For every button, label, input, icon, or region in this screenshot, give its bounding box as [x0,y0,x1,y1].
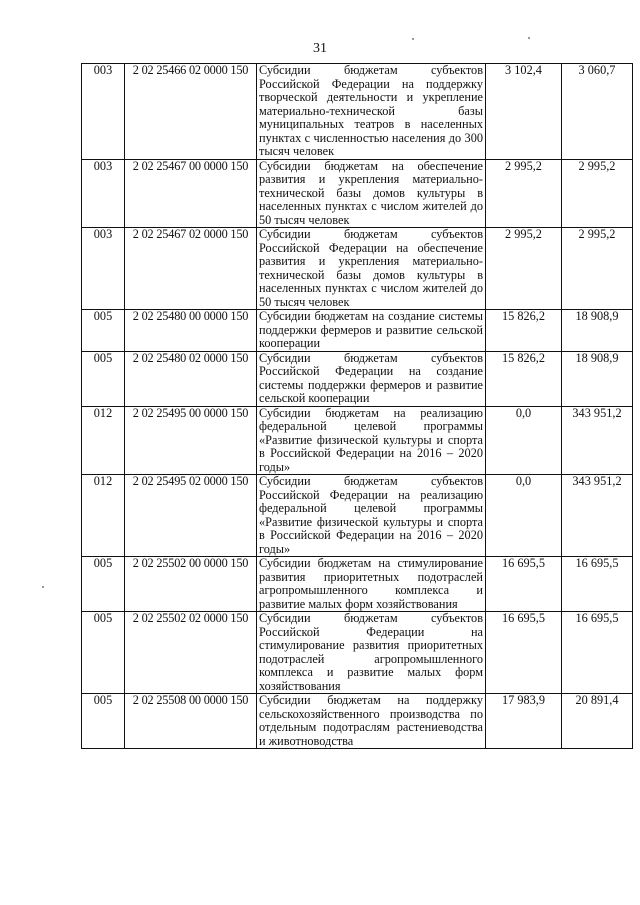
amount-approved-cell: 2 995,2 [486,228,562,310]
description-cell: Субсидии бюджетам на обеспечение развития и укрепления материально-технической базы домов культуры в населенных пунктах с числом жителей до 50 тысяч человек [257,159,486,228]
kbk-code-cell: 2 02 25495 02 0000 150 [125,475,257,557]
amount-approved-cell: 16 695,5 [486,612,562,694]
table-row [82,228,633,310]
amount-approved-cell: 0,0 [486,406,562,475]
table-row [82,694,633,749]
description-cell: Субсидии бюджетам субъектов Российской Федерации на поддержку творческой деятельности и укрепление материально-технической базы муниципальных театров в населенных пунктах с численностью населения до 300 тысяч человек [257,64,486,160]
budget-table-body [82,64,633,749]
amount-executed-cell: 18 908,9 [562,310,633,352]
scan-speck [528,37,530,39]
budget-code-cell: 005 [82,351,125,406]
kbk-code-cell: 2 02 25495 00 0000 150 [125,406,257,475]
kbk-code-cell: 2 02 25480 00 0000 150 [125,310,257,352]
budget-table [81,63,633,749]
budget-code-cell: 003 [82,228,125,310]
description-cell: Субсидии бюджетам на поддержку сельскохозяйственного производства по отдельным подотраслям растениеводства и животноводства [257,694,486,749]
table-row [82,351,633,406]
description-cell: Субсидии бюджетам на создание системы поддержки фермеров и развитие сельской кооперации [257,310,486,352]
table-row [82,557,633,612]
amount-executed-cell: 343 951,2 [562,475,633,557]
amount-executed-cell: 343 951,2 [562,406,633,475]
table-row [82,612,633,694]
scan-speck [412,38,414,40]
description-cell: Субсидии бюджетам субъектов Российской Федерации на создание системы поддержки фермеров и развитие сельской кооперации [257,351,486,406]
table-row [82,64,633,160]
budget-code-cell: 003 [82,64,125,160]
table-row [82,475,633,557]
page-number: 31 [313,41,327,56]
table-row [82,310,633,352]
description-cell: Субсидии бюджетам на стимулирование развития приоритетных подотраслей агропромышленного комплекса и развитие малых форм хозяйствования [257,557,486,612]
budget-code-cell: 012 [82,475,125,557]
kbk-code-cell: 2 02 25467 02 0000 150 [125,228,257,310]
amount-approved-cell: 2 995,2 [486,159,562,228]
budget-code-cell: 005 [82,310,125,352]
description-cell: Субсидии бюджетам субъектов Российской Федерации на реализацию федеральной целевой программы «Развитие физической культуры и спорта в Российской Федерации на 2016 – 2020 годы» [257,475,486,557]
kbk-code-cell: 2 02 25502 00 0000 150 [125,557,257,612]
scan-speck [42,586,44,588]
budget-code-cell: 012 [82,406,125,475]
amount-executed-cell: 2 995,2 [562,228,633,310]
amount-approved-cell: 0,0 [486,475,562,557]
amount-approved-cell: 17 983,9 [486,694,562,749]
description-cell: Субсидии бюджетам на реализацию федеральной целевой программы «Развитие физической культуры и спорта в Российской Федерации на 2016 – 2020 годы» [257,406,486,475]
table-row [82,406,633,475]
kbk-code-cell: 2 02 25480 02 0000 150 [125,351,257,406]
kbk-code-cell: 2 02 25502 02 0000 150 [125,612,257,694]
description-cell: Субсидии бюджетам субъектов Российской Федерации на обеспечение развития и укрепления материально-технической базы домов культуры в населенных пунктах с числом жителей до 50 тысяч человек [257,228,486,310]
budget-code-cell: 003 [82,159,125,228]
amount-approved-cell: 3 102,4 [486,64,562,160]
amount-approved-cell: 15 826,2 [486,351,562,406]
budget-code-cell: 005 [82,694,125,749]
amount-executed-cell: 20 891,4 [562,694,633,749]
budget-code-cell: 005 [82,557,125,612]
kbk-code-cell: 2 02 25508 00 0000 150 [125,694,257,749]
amount-executed-cell: 18 908,9 [562,351,633,406]
amount-approved-cell: 16 695,5 [486,557,562,612]
amount-executed-cell: 3 060,7 [562,64,633,160]
kbk-code-cell: 2 02 25466 02 0000 150 [125,64,257,160]
amount-executed-cell: 16 695,5 [562,557,633,612]
kbk-code-cell: 2 02 25467 00 0000 150 [125,159,257,228]
amount-executed-cell: 2 995,2 [562,159,633,228]
description-cell: Субсидии бюджетам субъектов Российской Федерации на стимулирование развития приоритетных подотраслей агропромышленного комплекса и развитие малых форм хозяйствования [257,612,486,694]
amount-approved-cell: 15 826,2 [486,310,562,352]
budget-code-cell: 005 [82,612,125,694]
amount-executed-cell: 16 695,5 [562,612,633,694]
table-row [82,159,633,228]
